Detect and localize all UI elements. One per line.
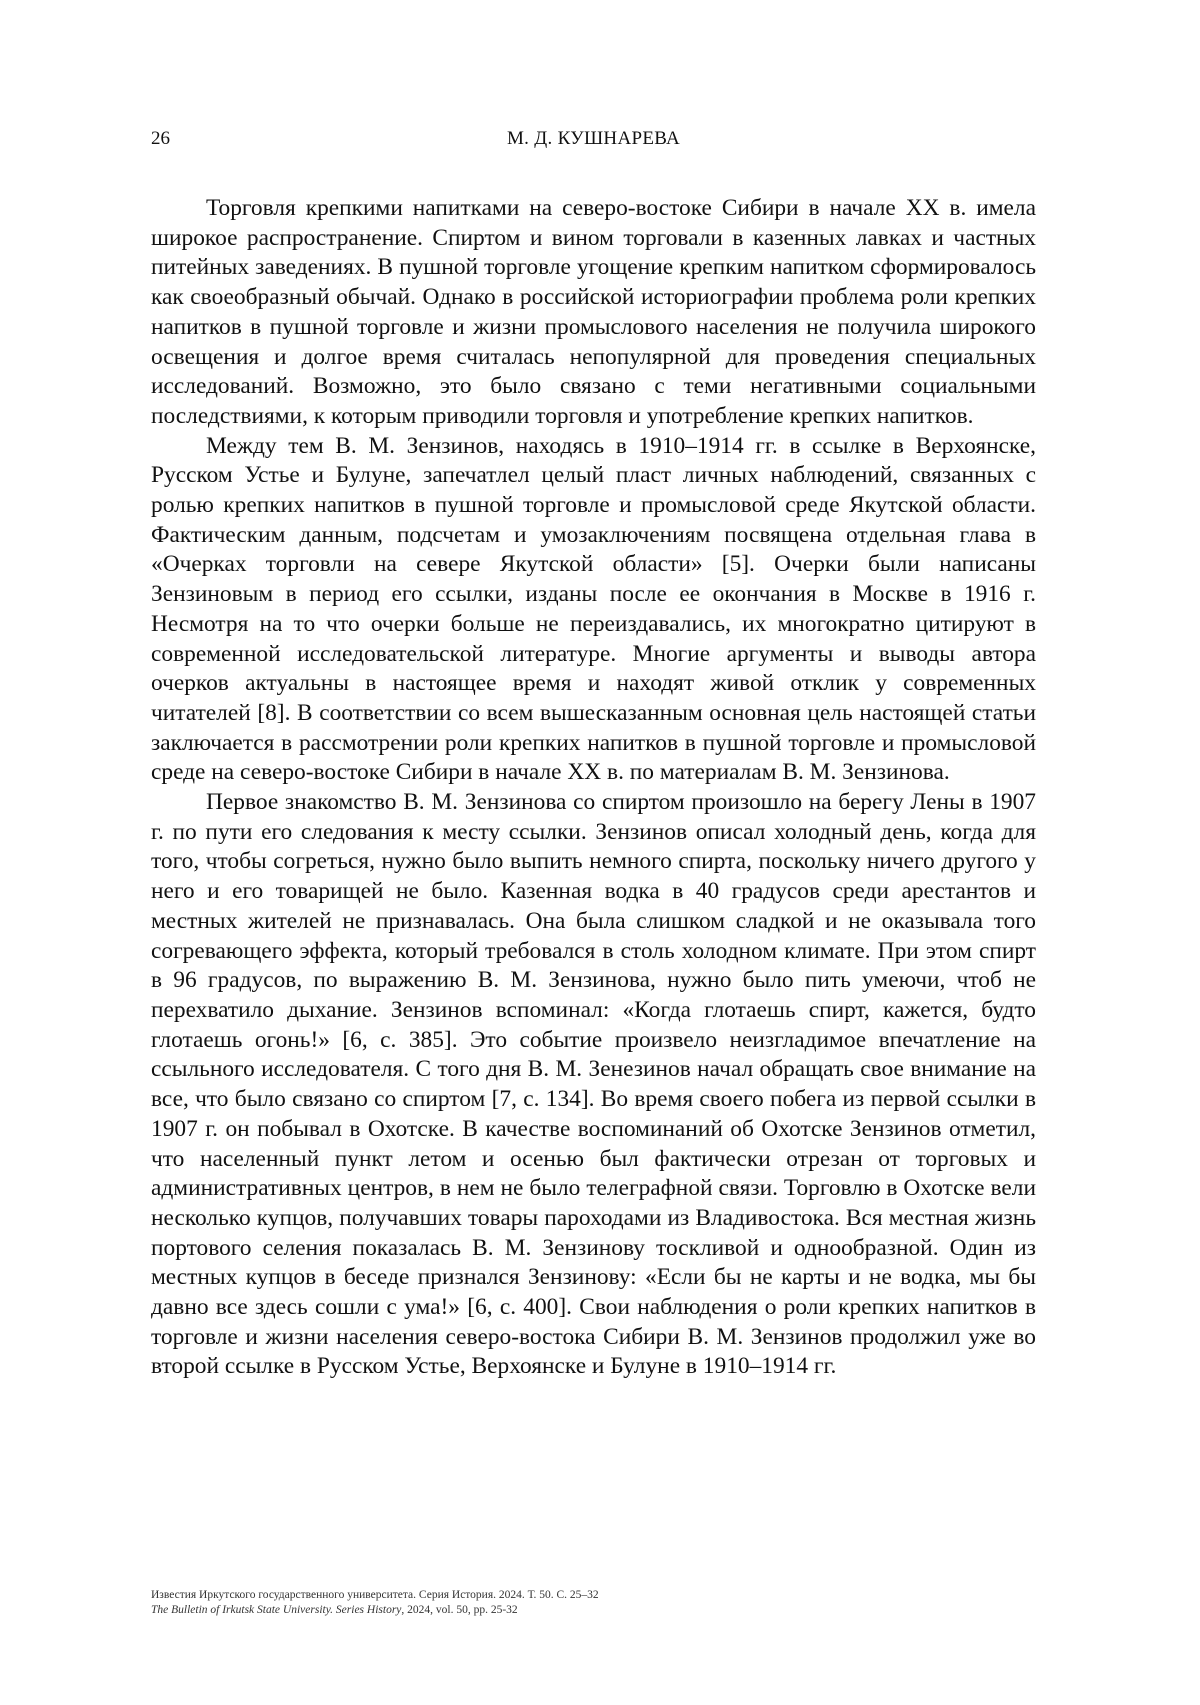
page-number: 26	[151, 128, 170, 149]
footer-journal-title-en: The Bulletin of Irkutsk State University. Series History	[151, 1604, 402, 1616]
journal-footer	[151, 1588, 1036, 1618]
running-title-author: М. Д. КУШНАРЕВА	[506, 128, 681, 149]
article-body	[151, 194, 1036, 1382]
footer-citation-ru: Известия Иркутского государственного университета. Серия История. 2024. Т. 50. С. 25–32	[151, 1589, 599, 1601]
paragraph-3: Первое знакомство В. М. Зензинова со спиртом произошло на берегу Лены в 1907 г. по пути его следования к месту ссылки. Зензинов описал холодный день, когда для того, чтобы согреться, нужно было выпить немного спирта, поскольку ничего другого у него и его товарищей не было. Казенная водка в 40 градусов среди арестантов и местных жителей не признавалась. Она была слишком сладкой и не оказывала того согревающего эффекта, который требовался в столь холодном климате. При этом спирт в 96 градусов, по выражению В. М. Зензинова, нужно было пить умеючи, чтоб не перехватило дыхание. Зензинов вспоминал: «Когда глотаешь спирт, кажется, будто глотаешь огонь!» [6, с. 385]. Это событие произвело неизгладимое впечатление на ссыльного исследователя. С того дня В. М. Зенезинов начал обращать свое внимание на все, что было связано со спиртом [7, с. 134]. Во время своего побега из первой ссылки в 1907 г. он побывал в Охотске. В качестве воспоминаний об Охотске Зензинов отметил, что населенный пункт летом и осенью был фактически отрезан от торговых и административных центров, в нем не было телеграфной связи. Торговлю в Охотске вели несколько купцов, получавших товары пароходами из Владивостока. Вся местная жизнь портового селения показалась В. М. Зензинову тоскливой и однообразной. Один из местных купцов в беседе признался Зензинову: «Если бы не карты и не водка, мы бы давно все здесь сошли с ума!» [6, с. 400]. Свои наблюдения о роли крепких напитков в торговле и жизни населения северо-востока Сибири В. М. Зензинов продолжил уже во второй ссылке в Русском Устье, Верхоянске и Булуне в 1910–1914 гг.	[151, 789, 1036, 1380]
paragraph-1: Торговля крепкими напитками на северо-востоке Сибири в начале ХХ в. имела широкое распространение. Спиртом и вином торговали в казенных лавках и частных питейных заведениях. В пушной торговле угощение крепким напитком сформировалось как своеобразный обычай. Однако в российской историографии проблема роли крепких напитков в пушной торговле и жизни промыслового населения не получила широкого освещения и долгое время считалась непопулярной для проведения специальных исследований. Возможно, это было связано с теми негативными социальными последствиями, к которым приводили торговля и употребление крепких напитков.	[151, 195, 1036, 429]
footer-citation-en-details: , 2024, vol. 50, pp. 25-32	[401, 1604, 518, 1616]
paragraph-2: Между тем В. М. Зензинов, находясь в 1910–1914 гг. в ссылке в Верхоянске, Русском Устье и Булуне, запечатлел целый пласт личных наблюдений, связанных с ролью крепких напитков в пушной торговле и промысловой среде Якутской области. Фактическим данным, подсчетам и умозаключениям посвящена отдельная глава в «Очерках торговли на севере Якутской области» [5]. Очерки были написаны Зензиновым в период его ссылки, изданы после ее окончания в Москве в 1916 г. Несмотря на то что очерки больше не переиздавались, их многократно цитируют в современной исследовательской литературе. Многие аргументы и выводы автора очерков актуальны в настоящее время и находят живой отклик у современных читателей [8]. В соответствии со всем вышесказанным основная цель настоящей статьи заключается в рассмотрении роли крепких напитков в пушной торговле и промысловой среде на северо-востоке Сибири в начале ХХ в. по материалам В. М. Зензинова.	[151, 432, 1036, 786]
footer-citation-en	[151, 1603, 1036, 1618]
running-header	[151, 126, 1036, 152]
